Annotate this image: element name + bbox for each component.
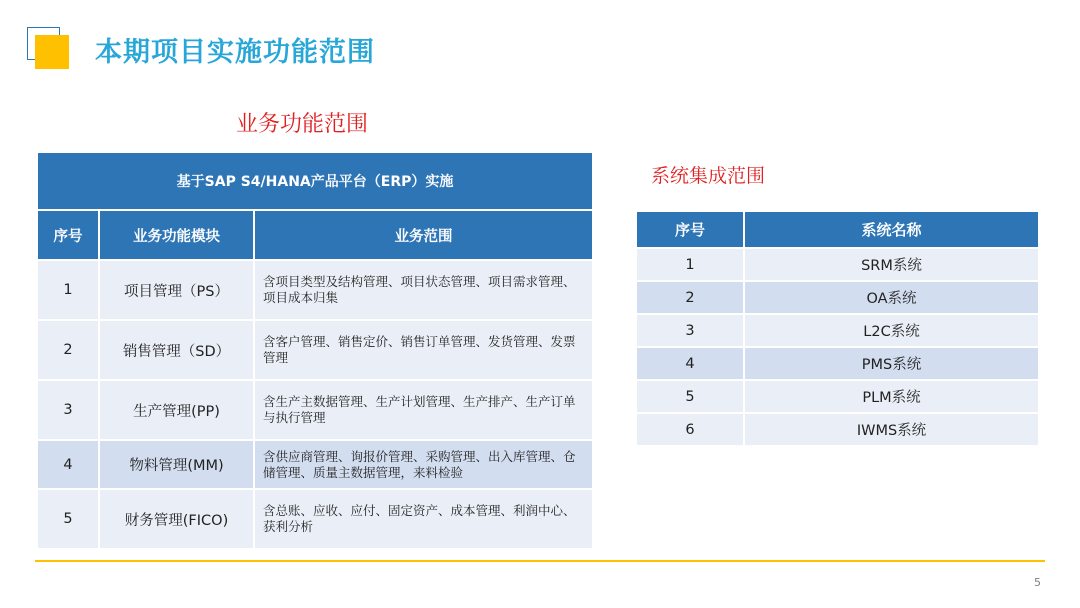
system-integration-table: [635, 210, 1040, 447]
table-row: [636, 314, 1039, 347]
row-number: 4: [636, 347, 744, 380]
table-row: [636, 380, 1039, 413]
row-number: 2: [37, 320, 99, 380]
module-scope: 含供应商管理、询报价管理、采购管理、出入库管理、仓储管理、质量主数据管理，来料检验: [254, 440, 593, 489]
row-number: 3: [636, 314, 744, 347]
module-name: 项目管理（PS）: [99, 260, 254, 320]
module-name: 财务管理(FICO): [99, 489, 254, 549]
column-header-system-name: 系统名称: [744, 211, 1039, 248]
row-number: 4: [37, 440, 99, 489]
module-scope: 含生产主数据管理、生产计划管理、生产排产、生产订单与执行管理: [254, 380, 593, 440]
system-name: PMS系统: [744, 347, 1039, 380]
row-number: 5: [37, 489, 99, 549]
row-number: 1: [37, 260, 99, 320]
table-row: [636, 248, 1039, 281]
system-name: L2C系统: [744, 314, 1039, 347]
page-title: 本期项目实施功能范围: [95, 37, 375, 68]
footer-divider: [35, 560, 1045, 562]
table-row: [636, 347, 1039, 380]
integration-section-title: 系统集成范围: [651, 165, 766, 187]
row-number: 3: [37, 380, 99, 440]
system-name: IWMS系统: [744, 413, 1039, 446]
page-number: 5: [1034, 576, 1041, 589]
table-row: [37, 320, 593, 380]
module-scope: 含总账、应收、应付、固定资产、成本管理、利润中心、获利分析: [254, 489, 593, 549]
row-number: 1: [636, 248, 744, 281]
table-row: [636, 281, 1039, 314]
module-name: 物料管理(MM): [99, 440, 254, 489]
row-number: 6: [636, 413, 744, 446]
business-section-title: 业务功能范围: [236, 112, 369, 137]
system-name: SRM系统: [744, 248, 1039, 281]
column-header-no: 序号: [636, 211, 744, 248]
business-table-banner: 基于SAP S4/HANA产品平台（ERP）实施: [37, 152, 593, 210]
column-header-no: 序号: [37, 210, 99, 260]
column-header-module: 业务功能模块: [99, 210, 254, 260]
row-number: 2: [636, 281, 744, 314]
module-scope: 含客户管理、销售定价、销售订单管理、发货管理、发票管理: [254, 320, 593, 380]
title-deco-square: [35, 35, 69, 69]
table-row: [37, 440, 593, 489]
table-row: [37, 260, 593, 320]
system-name: PLM系统: [744, 380, 1039, 413]
module-name: 生产管理(PP): [99, 380, 254, 440]
column-header-scope: 业务范围: [254, 210, 593, 260]
table-row: [37, 380, 593, 440]
module-name: 销售管理（SD）: [99, 320, 254, 380]
table-row: [37, 489, 593, 549]
title-decoration: [27, 27, 69, 69]
table-row: [636, 413, 1039, 446]
business-function-table: [36, 151, 594, 550]
row-number: 5: [636, 380, 744, 413]
module-scope: 含项目类型及结构管理、项目状态管理、项目需求管理、项目成本归集: [254, 260, 593, 320]
system-name: OA系统: [744, 281, 1039, 314]
